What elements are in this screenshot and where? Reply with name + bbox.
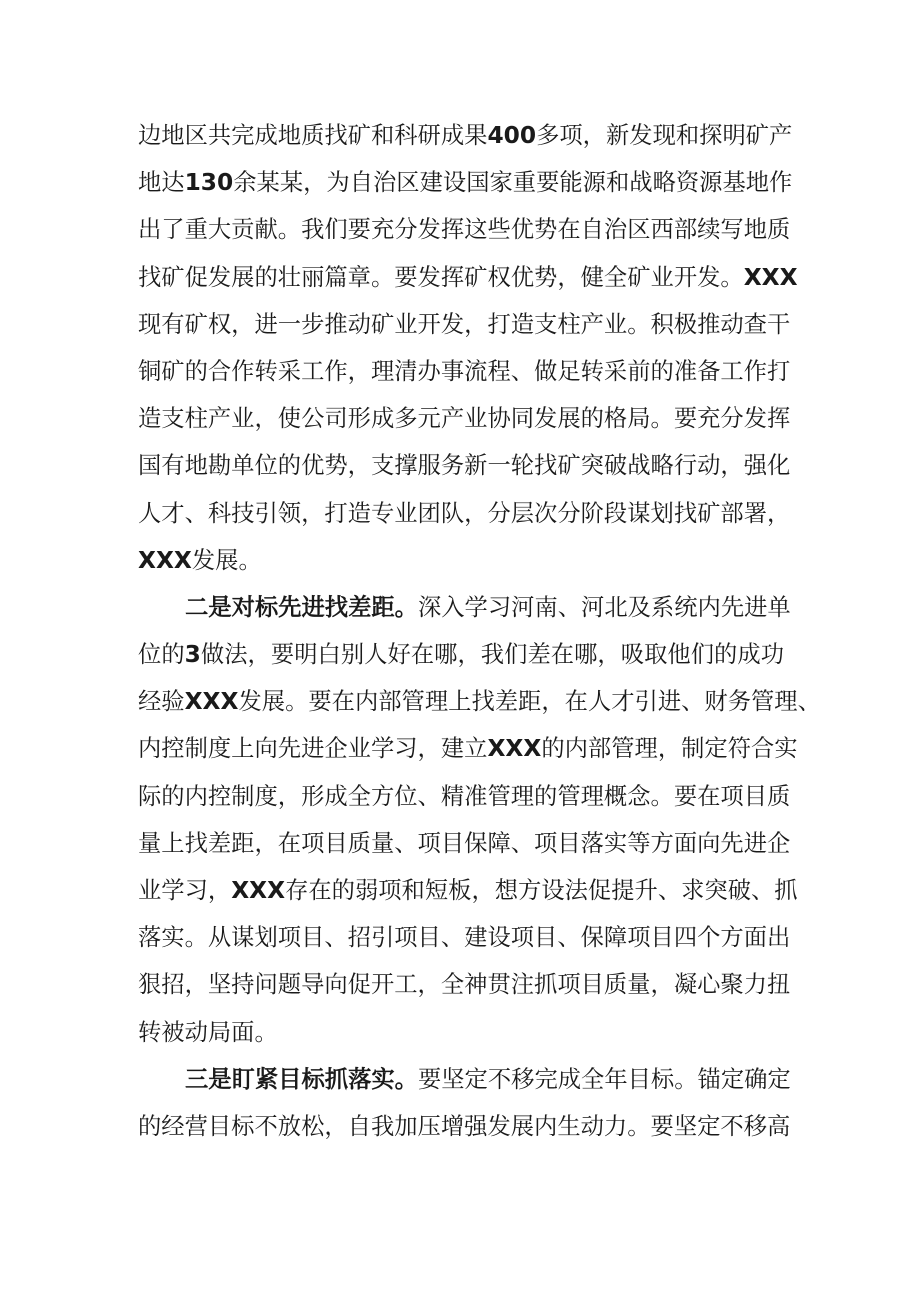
- text-run: 位的: [138, 641, 185, 669]
- paragraph-1-line-4: [138, 254, 798, 301]
- text-run: 国有地勘单位的优势，支撑服务新一轮找矿突破战略行动，强化: [138, 452, 791, 480]
- text-run: 找矿促发展的壮丽篇章。要发挥矿权优势，健全矿业开发。: [138, 263, 744, 291]
- text-run: 内控制度上向先进企业学习，建立: [138, 735, 488, 763]
- paragraph-1-line-7: [138, 395, 791, 442]
- text-run: 做法，要明白别人好在哪，我们差在哪，吸取他们的成功: [200, 641, 785, 669]
- bold-run: XXX: [487, 735, 542, 763]
- text-run: 出了重大贡献。我们要充分发挥这些优势在自治区西部续写地质: [138, 216, 791, 244]
- paragraph-1-line-2: [138, 159, 793, 206]
- paragraph-2-line-4: [138, 725, 798, 772]
- paragraph-1-line-9: [138, 490, 791, 537]
- paragraph-1-line-10: [138, 537, 784, 584]
- paragraph-2-line-6: [138, 820, 791, 867]
- text-run: 铜矿的合作转采工作，理清办事流程、做足转采前的准备工作打: [138, 357, 791, 385]
- paragraph-2-line-7: [138, 867, 798, 914]
- paragraph-2-line-10: [138, 1009, 784, 1056]
- text-run: 地达: [138, 169, 185, 197]
- section-heading-3: 三是盯紧目标抓落实。: [185, 1065, 418, 1093]
- bold-run: XXX: [184, 688, 239, 716]
- text-run: 存在的弱项和短板，想方设法促提升、求突破、抓: [285, 877, 798, 904]
- text-run: 转被动局面。: [138, 1018, 278, 1046]
- paragraph-1-line-8: [138, 442, 791, 489]
- text-run: 造支柱产业，使公司形成多元产业协同发展的格局。要充分发挥: [138, 405, 791, 433]
- text-run: 要坚定不移完成全年目标。锚定确定: [417, 1065, 791, 1093]
- text-run: 量上找差距，在项目质量、项目保障、项目落实等方面向先进企: [138, 829, 791, 857]
- text-run: 余某某，为自治区建设国家重要能源和战略资源基地作: [233, 169, 793, 197]
- paragraph-1-line-3: [138, 206, 791, 253]
- bold-run: 400: [487, 122, 537, 149]
- paragraph-2-line-2: [138, 631, 784, 678]
- paragraph-2-line-1: [138, 584, 791, 631]
- bold-run: 130: [184, 169, 234, 197]
- text-run: 边地区共完成地质找矿和科研成果: [138, 122, 488, 149]
- paragraph-3-line-2: [138, 1103, 791, 1150]
- text-run: 的经营目标不放松，自我加压增强发展内生动力。要坚定不移高: [138, 1112, 791, 1140]
- paragraph-2-line-8: [138, 914, 791, 961]
- text-run: 人才、科技引领，打造专业团队，分层次分阶段谋划找矿部署，: [138, 499, 791, 527]
- paragraph-1-line-1: [138, 112, 793, 159]
- text-run: 发展。: [191, 546, 262, 574]
- text-run: 经验: [138, 688, 185, 716]
- text-run: 的内部管理，制定符合实: [541, 735, 798, 763]
- paragraph-1-line-6: [138, 348, 791, 395]
- text-run: 现有矿权，进一步推动矿业开发，打造支柱产业。积极推动查干: [138, 310, 791, 338]
- section-heading-2: 二是对标先进找差距。: [185, 593, 418, 621]
- text-run: 际的内控制度，形成全方位、精准管理的管理概念。要在项目质: [138, 782, 791, 810]
- text-run: 多项，新发现和探明矿产: [536, 122, 793, 149]
- paragraph-3-line-1: [138, 1056, 791, 1103]
- paragraph-1-line-5: [138, 301, 791, 348]
- bold-run: 3: [184, 641, 201, 669]
- bold-run: XXX: [138, 546, 192, 574]
- paragraph-2-line-9: [138, 961, 791, 1008]
- bold-run: XXX: [743, 263, 798, 291]
- document-body: [138, 112, 821, 1150]
- text-run: 发展。要在内部管理上找差距，在人才引进、财务管理、: [238, 688, 821, 716]
- text-run: 狠招，坚持问题导向促开工，全神贯注抓项目质量，凝心聚力扭: [138, 971, 791, 999]
- bold-run: XXX: [231, 877, 286, 904]
- text-run: 业学习，: [138, 877, 232, 904]
- text-run: 落实。从谋划项目、招引项目、建设项目、保障项目四个方面出: [138, 924, 791, 952]
- paragraph-2-line-3: [138, 678, 821, 725]
- text-run: 深入学习河南、河北及系统内先进单: [417, 593, 791, 621]
- paragraph-2-line-5: [138, 773, 791, 820]
